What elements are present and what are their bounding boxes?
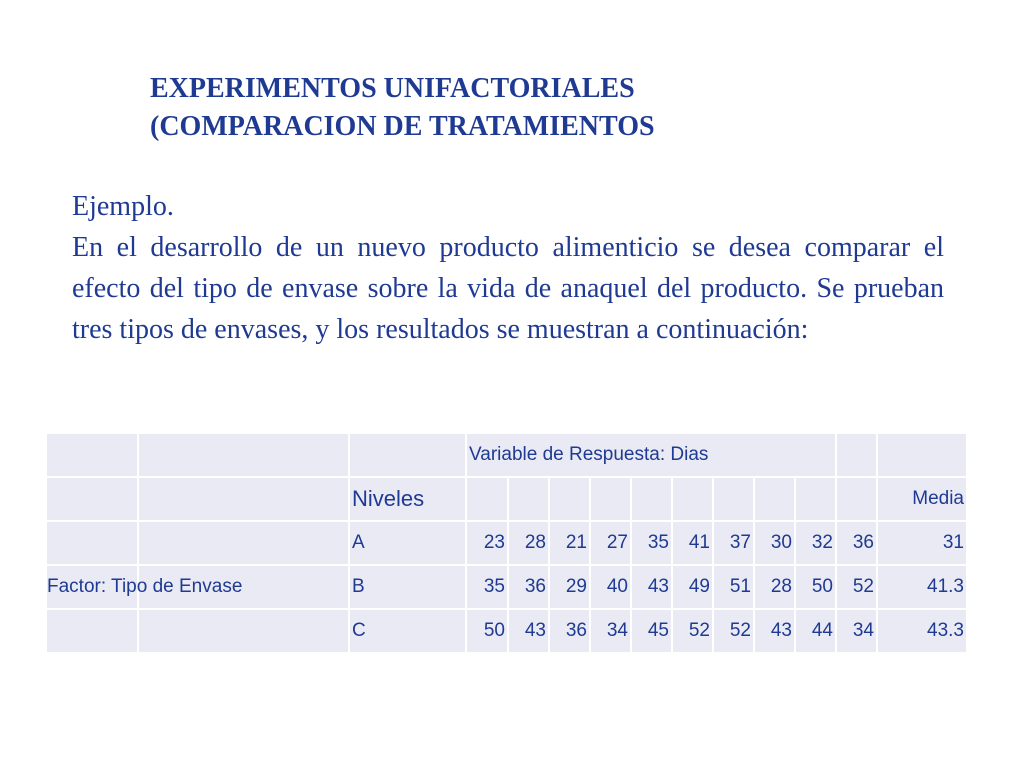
table-cell	[138, 609, 349, 653]
value-cell: 43	[754, 609, 795, 653]
example-label: Ejemplo.	[72, 191, 174, 222]
value-cell: 36	[508, 565, 549, 609]
level-label: C	[349, 609, 466, 653]
value-cell: 41	[672, 521, 713, 565]
value-cell: 43	[508, 609, 549, 653]
table-subheader-row	[46, 477, 967, 521]
level-label: A	[349, 521, 466, 565]
value-cell: 29	[549, 565, 590, 609]
media-header: Media	[877, 477, 967, 521]
table-cell	[877, 433, 967, 477]
table-cell	[349, 433, 466, 477]
table-cell	[138, 521, 349, 565]
table-cell	[836, 433, 877, 477]
media-value: 31	[877, 521, 967, 565]
table-cell	[836, 477, 877, 521]
table-cell	[631, 477, 672, 521]
value-cell: 52	[672, 609, 713, 653]
value-cell: 27	[590, 521, 631, 565]
value-cell: 40	[590, 565, 631, 609]
table-cell	[466, 477, 508, 521]
results-table	[45, 432, 968, 654]
table-cell	[795, 477, 836, 521]
table-cell	[590, 477, 631, 521]
value-cell: 28	[754, 565, 795, 609]
table-cell	[549, 477, 590, 521]
value-cell: 34	[590, 609, 631, 653]
value-cell: 50	[466, 609, 508, 653]
factor-label: Factor: Tipo de Envase	[47, 576, 243, 597]
value-cell: 34	[836, 609, 877, 653]
value-cell: 36	[836, 521, 877, 565]
table-cell	[46, 433, 138, 477]
value-cell: 32	[795, 521, 836, 565]
value-cell: 37	[713, 521, 754, 565]
value-cell: 45	[631, 609, 672, 653]
value-cell: 52	[713, 609, 754, 653]
niveles-header: Niveles	[349, 477, 466, 521]
value-cell: 44	[795, 609, 836, 653]
example-paragraph: En el desarrollo de un nuevo producto alimenticio se desea comparar el efecto del tipo de envase sobre la vida de anaquel del producto. Se prueban tres tipos de envases, y los resultados se muestran a continuación:	[72, 232, 944, 345]
table-cell	[713, 477, 754, 521]
value-cell: 23	[466, 521, 508, 565]
table-row	[46, 521, 967, 565]
table-cell	[138, 477, 349, 521]
slide-title	[150, 70, 970, 146]
title-line-1: EXPERIMENTOS UNIFACTORIALES	[150, 73, 635, 104]
table-cell	[46, 477, 138, 521]
value-cell: 35	[631, 521, 672, 565]
response-variable-header: Variable de Respuesta: Dias	[466, 433, 836, 477]
table-cell	[46, 609, 138, 653]
value-cell: 52	[836, 565, 877, 609]
media-value: 43.3	[877, 609, 967, 653]
value-cell: 49	[672, 565, 713, 609]
value-cell: 50	[795, 565, 836, 609]
table-cell	[508, 477, 549, 521]
factor-cell	[46, 565, 243, 609]
media-value: 41.3	[877, 565, 967, 609]
title-line-2: (COMPARACION DE TRATAMIENTOS	[150, 111, 655, 142]
table-row	[46, 565, 967, 609]
value-cell: 36	[549, 609, 590, 653]
table-header-row	[46, 433, 967, 477]
value-cell: 51	[713, 565, 754, 609]
value-cell: 28	[508, 521, 549, 565]
value-cell: 43	[631, 565, 672, 609]
value-cell: 30	[754, 521, 795, 565]
table-cell	[138, 433, 349, 477]
value-cell: 21	[549, 521, 590, 565]
table-cell	[672, 477, 713, 521]
value-cell: 35	[466, 565, 508, 609]
table-row	[46, 609, 967, 653]
table-cell	[46, 521, 138, 565]
slide-body	[72, 186, 944, 350]
level-label: B	[349, 565, 466, 609]
table-cell	[754, 477, 795, 521]
